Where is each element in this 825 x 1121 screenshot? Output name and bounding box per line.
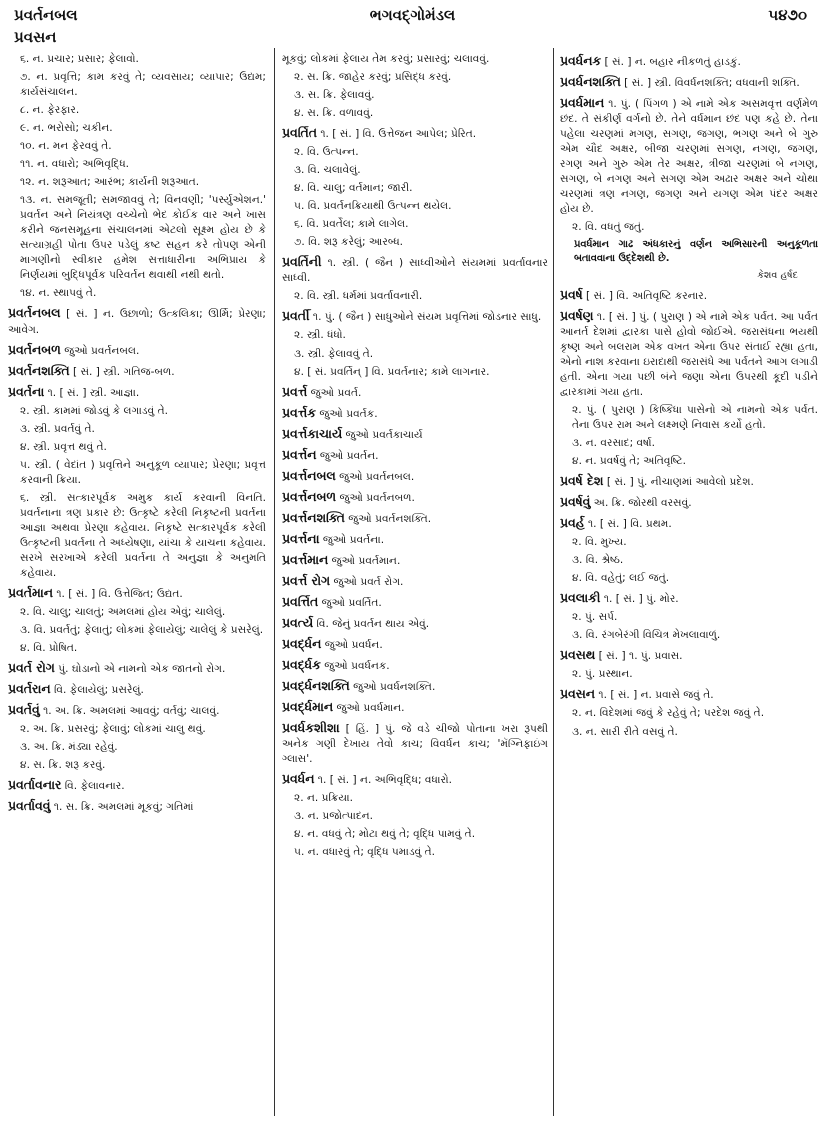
sense-item: ૨. સ્ત્રી. કામમાં જોડવું કે લગાડવું તે. (20, 404, 168, 417)
headword: પ્રવર્ધમાન (560, 95, 605, 111)
sense-item: ૨. વિ. વધતું જતું. (572, 221, 645, 234)
headword: પ્રવર્ધન (282, 771, 315, 787)
headword: પ્રવર્હ (560, 515, 585, 531)
definition-text: વિ. ફેલાવનાર. (61, 780, 125, 793)
page-header (0, 4, 825, 32)
definition-text: ૧. પું. ( જૈન ) સાધુઓને સંયમ પ્રવૃત્તિમાં જોડનાર સાધુ. (309, 311, 542, 324)
sense-item: ૧૧. ન. વધારો; અભિવૃદ્ધિ. (20, 158, 130, 171)
dictionary-entry (560, 286, 818, 304)
definition-text: જુઓ પ્રવર્ત. (307, 386, 362, 399)
headword: પ્રવર્દ્ધક (282, 656, 321, 672)
sense-item: ૨. વિ. સ્ત્રી. ધર્મમાં પ્રવર્તાવનારી. (294, 290, 423, 303)
sense-item: ૨. પું. સર્પ. (572, 611, 618, 624)
headword: પ્રવર્ધનશક્તિ (560, 74, 621, 90)
sense-item: ૪. સ્ત્રી. પ્રવૃત્ત થવું તે. (20, 440, 107, 453)
header-left-guideword: પ્રવર્તનબલ (14, 6, 78, 24)
dictionary-entry (8, 797, 266, 815)
sense-item: ૩. વિ. પ્રવર્તતું; ફેલાતું; લોકમાં ફેલાયેલું; ચાલેલું કે પ્રસરેલું. (20, 624, 264, 637)
sense-item: ૩. સ. ક્રિ. ફેલાવવું. (294, 89, 375, 102)
definition-text: [ સં. ] વિ. અતિવૃષ્ટિ કરનાર. (582, 289, 708, 302)
headword: પ્રવર્તનબલ (8, 305, 61, 321)
dictionary-entry (8, 341, 266, 359)
headword: પ્રવર્તવું (8, 702, 40, 718)
column-2 (282, 52, 548, 1114)
definition-text: [ સં. ] પું. નીચાણમાં આવેલો પ્રદેશ. (603, 476, 754, 489)
header-right-guideword: પ્રવસન (14, 28, 57, 46)
definition-text: જુઓ પ્રવર્તમાન. (328, 554, 401, 567)
headword: પ્રવર્ધનક (560, 53, 602, 68)
sense-item: ૩. ન. પ્રજોત્પાદન. (294, 810, 374, 823)
definition-text: ૧. [ સં. ] ન. પ્રવાસે જવું તે. (595, 689, 714, 702)
sense-item: ૬. વિ. પ્રવર્તેલ; કામે લાગેલ. (294, 218, 409, 231)
headword: પ્રવર્ત્તકાચાર્ય (282, 425, 343, 441)
sense-item: ૪. વિ. ચાલુ; વર્તમાન; જારી. (294, 182, 413, 195)
definition-text: જુઓ પ્રવર્ધન. (321, 638, 383, 651)
sense-item: ૨. વિ. મુખ્ય. (572, 536, 627, 549)
sense-item: ૪. ન. પ્રવર્ષવું તે; અતિવૃષ્ટિ. (572, 455, 686, 468)
definition-text: [ હિં. ] પું. જે વડે ચીજો પોતાના ખરા રૂપથી અનેક ગણી દેખાય તેવો કાચ; વિવર્ધન કાચ; 'મૅગ્નિફાઇંગ ગ્લાસ'. (282, 723, 548, 766)
sense-item: ૫. વિ. પ્રવર્તનક્રિયાથી ઉત્પન્ન થયેલ. (294, 200, 452, 213)
definition-text: જુઓ પ્રવર્તકાચાર્ય (342, 428, 423, 441)
headword: પ્રવર્ષ (560, 286, 583, 302)
sense-item: ૨. પું. પ્રસ્થાન. (572, 668, 633, 681)
sense-item: ૪. ન. વધવું તે; મોટા થવું તે; વૃદ્ધિ પામવું તે. (294, 828, 476, 841)
sense-item: ૩. વિ. રંગબેરંગી વિચિત્ર મેખલાવાળું. (572, 629, 721, 642)
headword: પ્રવર્ત્ત રોગ (282, 572, 331, 588)
sense-item: ૨. વિ. ચાલુ; ચાલતું; અમલમાં હોય એવું; ચાલેલું. (20, 606, 226, 618)
definition-text: જુઓ પ્રવર્તનબલ. (335, 470, 415, 483)
headword: પ્રવર્તિની (282, 254, 322, 270)
dictionary-entry (282, 677, 548, 695)
dictionary-entry (282, 698, 548, 716)
definition-text: ૧. [ સં. ] ન. અભિવૃદ્ધિ; વધારો. (314, 774, 452, 787)
dictionary-entry (560, 589, 818, 607)
dictionary-entry (282, 770, 548, 788)
header-title: ભગવદ્ગોમંડલ (369, 6, 456, 24)
headword: પ્રવર્ત રોગ (8, 660, 55, 676)
definition-text: અ. ક્રિ. જોરથી વરસવું. (590, 497, 692, 510)
definition-text: ૧. [ સં. ] વિ. પ્રથમ. (584, 518, 672, 531)
definition-text: ૧. [ સં. ] પું. મોર. (600, 593, 679, 606)
dictionary-entry (8, 383, 266, 401)
definition-text: જુઓ પ્રવર્ધમાન. (333, 702, 405, 715)
dictionary-entry (282, 425, 548, 443)
sense-item: ૬. ન. પ્રચાર; પ્રસાર; ફેલાવો. (20, 53, 139, 65)
dictionary-entry (282, 467, 548, 485)
definition-text: જુઓ પ્રવર્ધનક. (320, 659, 390, 672)
sense-item: ૨. વિ. ઉત્પન્ન. (294, 146, 359, 159)
definition-text: ૧. સ. ક્રિ. અમલમાં મૂકવું; ગતિમાં (50, 801, 194, 814)
headword: પ્રવર્તનબળ (8, 341, 61, 357)
column-1 (8, 52, 266, 1114)
dictionary-entry (282, 488, 548, 506)
sense-item: ૩. વિ. ચલાવેલું. (294, 164, 361, 177)
headword: પ્રવર્ત્ત (282, 383, 308, 399)
sense-item: ૩. અ. ક્રિ. મંડ્યા રહેવું. (20, 741, 118, 754)
sense-item: ૨. સ. ક્રિ. જાહેર કરવું; પ્રસિદ્ધ કરવું. (294, 71, 452, 84)
definition-text: [ સં. ] સ્ત્રી. ગતિજ-બળ. (69, 365, 175, 378)
headword: પ્રવસન (560, 686, 596, 702)
headword: પ્રવર્ત્તમાન (282, 551, 329, 567)
sense-item: ૪. વિ. વહેતું; લઈ જતું. (572, 572, 670, 585)
sense-item: ૩. વિ. શ્રેષ્ઠ. (572, 554, 624, 567)
dictionary-entry (282, 551, 548, 569)
dictionary-entry (560, 73, 818, 91)
sense-item: ૧૨. ન. શરૂઆત; આરંભ; કાર્યની શરૂઆત. (20, 176, 200, 189)
sense-item: ૩. ન. વરસાદ; વર્ષા. (572, 437, 656, 450)
sense-item: ૮. ન. ફેરફાર. (20, 104, 80, 117)
definition-text: જુઓ પ્રવર્તક. (315, 407, 378, 420)
definition-text: પું. ઘોડાનો એ નામનો એક જાતનો રોગ. (54, 663, 226, 676)
definition-text: વિ. જેનું પ્રવર્તન થાય એવું. (313, 617, 430, 630)
sense-item: ૩. સ્ત્રી. પ્રવર્તવું તે. (20, 422, 95, 435)
headword: પ્રવર્ત્તિત (282, 593, 319, 609)
headword: પ્રવર્ત્ય (282, 614, 314, 630)
definition-text: જુઓ પ્રવર્તિત. (318, 596, 382, 609)
dictionary-entry (8, 304, 266, 337)
definition-text: ૧. [ સં. ] વિ. ઉત્તેજન આપેલ; પ્રેરિત. (317, 128, 477, 141)
continued-text: મૂકવું; લોકમાં ફેલાય તેમ કરવું; પ્રસારવું; ચલાવવું. (282, 53, 490, 65)
definition-text: જુઓ પ્રવર્તનશક્તિ. (344, 512, 432, 525)
headword: પ્રવર્દ્ધન (282, 635, 322, 651)
headword: પ્રવર્ત્તના (282, 530, 320, 546)
sense-item: ૭. વિ. શરૂ કરેલું; આરબ્ધ. (294, 236, 404, 249)
dictionary-entry (560, 307, 818, 400)
dictionary-entry (8, 776, 266, 794)
sense-item: ૨. ન. વિદેશમાં જવું કે રહેવું તે; પરદેશ જવું તે. (572, 707, 765, 720)
headword: પ્રવર્ધકશીશા (282, 720, 340, 736)
dictionary-entry (282, 383, 548, 401)
definition-text: [ સં. ] ૧. પું. પ્રવાસ. (595, 650, 683, 663)
definition-text: ૧. પું. ( પિંગળ ) એ નામે એક અસમવૃત્ત વર્ણમેળ છંદ. તે સંકીર્ણ વર્ગનો છે. તેને વર્ધમાન છંદ પણ કહે છે. તેના પહેલા ચરણમાં મગણ, સગણ, જગણ, ભગણ અને બે ગુરુ એમ ચૌદ અક્ષર, બીજા ચરણમાં સગણ, નગણ, જગણ, રગણ અને ગુરુ એમ તેર અક્ષર, ત્રીજા ચરણમાં બે નગણ, સગણ, બે નગણ અને સગણ એમ અઢાર અક્ષર અને ચોથા ચરણમાં ત્રણ નગણ, જગણ અને યગણ એમ પંદર અક્ષર હોય છે. (560, 98, 818, 216)
definition-text: જુઓ પ્રવર્ત રોગ. (330, 575, 404, 588)
headword: પ્રવર્દ્ધનશક્તિ (282, 678, 350, 693)
dictionary-entry (282, 253, 548, 286)
headword: પ્રવર્તાવવું (8, 798, 51, 814)
headword: પ્રવર્ષવું (560, 494, 591, 510)
headword: પ્રવર્ષણ (560, 307, 594, 323)
definition-text: વિ. ફેલાયેલું; પ્રસરેલું. (50, 684, 144, 697)
dictionary-entry (282, 509, 548, 527)
headword: પ્રવર્ત્તનબળ (282, 488, 337, 504)
sense-item: ૭. ન. પ્રવૃત્તિ; કામ કરવું તે; વ્યવસાય; વ્યાપાર; ઉદ્યમ; કાર્યસંચાલન. (20, 71, 266, 99)
dictionary-entry (282, 404, 548, 422)
definition-text: જુઓ પ્રવર્તનબલ. (60, 344, 140, 357)
quotation: પ્રવર્ધમાન ગાઢ અંધકારનું વર્ણન અભિસારની અનુકૂળતા બતાવવાના ઉદ્દેશથી છે. (574, 239, 818, 265)
column-divider (553, 48, 554, 1116)
column-3 (560, 52, 818, 1114)
definition-text: ૧. અ. ક્રિ. અમલમાં આવવું; વર્તવું; ચાલવું. (39, 705, 220, 718)
definition-text: જુઓ પ્રવર્તના. (319, 533, 385, 546)
sense-item: ૫. સ્ત્રી. ( વેદાંત ) પ્રવૃત્તિને અનુકૂળ વ્યાપાર; પ્રેરણા; પ્રવૃત્ત કરવાની ક્રિયા. (20, 458, 266, 486)
sense-item: ૪. [ સં. પ્રવર્તિન્ ] વિ. પ્રવર્તનાર; કામે લાગનાર. (294, 365, 490, 378)
headword: પ્રવર્તાવનાર (8, 777, 62, 793)
headword: પ્રવર્ષ દેશ (560, 473, 604, 489)
dictionary-entry (282, 656, 548, 674)
definition-text: [ સં. ] ન. બહાર નીકળતું હાડકું. (601, 56, 741, 68)
headword: પ્રવર્ત્તન (282, 446, 317, 462)
headword: પ્રવર્તનશક્તિ (8, 362, 70, 378)
dictionary-entry (560, 514, 818, 532)
definition-text: જુઓ પ્રવર્તન. (316, 449, 379, 462)
sense-item: ૬. સ્ત્રી. સત્કારપૂર્વક અમુક કાર્ય કરવાની વિનતિ. પ્રવર્તનાના ત્રણ પ્રકાર છે: ઉત્કૃષ્ટે કરેલી નિકૃષ્ટની પ્રવર્તના આજ્ઞા અથવા પ્રેરણા કહેવાય. નિકૃષ્ટે સત્કારપૂર્વક કરેલી ઉત્કૃષ્ટની પ્રવર્તના તે અધ્યેષણા, યાંચા કે યાચના કહેવાય. સરખે સરખાએ કરેલી પ્રવર્તના તે અનુજ્ઞા કે અનુમતિ કહેવાય. (20, 491, 266, 579)
sense-item: ૩. ન. સારી રીતે વસવું તે. (572, 725, 678, 738)
headword: પ્રવર્તી (282, 308, 310, 324)
dictionary-entry (560, 493, 818, 511)
headword: પ્રવલાકી (560, 590, 601, 606)
sense-item: ૧૩. ન. સમજૂતી; સમજાવવું તે; વિનવણી; 'પર્સ્યુએશન.' પ્રવર્તન અને નિયંત્રણ વચ્ચેનો ભેદ કોઈક વાર અને ખાસ કરીને જનસમૂહના સંચાલનમાં એટલો સૂક્ષ્મ હોય છે કે સત્યાગ્રહી પોતા ઉપર પડેલું કષ્ટ સહન કરે તોપણ એની માગણીનો સ્વીકાર હમેશ સત્તાધારીના અભિપ્રાય કે નિર્ણયમાં બુદ્ધિપૂર્વક પરિવર્તન થવાથી નથી થતો. (20, 194, 266, 282)
definition-text: જુઓ પ્રવર્ધનશક્તિ. (349, 681, 436, 693)
headword: પ્રવર્ત્તનશક્તિ (282, 509, 345, 525)
dictionary-entry (8, 584, 266, 602)
definition-text: [ સં. ] ન. ઉછાળો; ઉત્કલિકા; ઊર્મિ; પ્રેરણા; આવેગ. (8, 308, 266, 336)
definition-text: ૧. [ સં. ] વિ. ઉત્તેજિત; ઉદ્યત. (53, 587, 183, 600)
sense-item: ૨. સ્ત્રી. ધંધો. (294, 329, 346, 342)
headword: પ્રવર્ત્તક (282, 404, 316, 420)
sense-item: ૯. ન. ભરોસો; ચકીન. (20, 122, 113, 135)
dictionary-entry (282, 572, 548, 590)
dictionary-entry (560, 685, 818, 703)
definition-text: ૧. [ સં. ] સ્ત્રી. આજ્ઞા. (44, 386, 140, 399)
sense-item: ૨. પું. ( પુરાણ ) કિષ્કિંધા પાસેનો એ નામનો એક પર્વત. તેના ઉપર રામ અને લક્ષ્મણે નિવાસ કર્યો હતો. (572, 403, 818, 432)
headword: પ્રવર્દ્ધમાન (282, 699, 334, 715)
sense-item: ૪. સ. ક્રિ. વળાવવું. (294, 107, 374, 120)
dictionary-entry (282, 593, 548, 611)
dictionary-entry (560, 472, 818, 490)
definition-text: જુઓ પ્રવર્તનબળ. (336, 491, 415, 504)
headword: પ્રવર્તિત (282, 125, 317, 141)
sense-item: ૫. ન. વધારવું તે; વૃદ્ધિ પમાડવું તે. (294, 846, 436, 859)
sense-item: ૪. વિ. પ્રોષિત. (20, 642, 78, 655)
headword: પ્રવર્તમાન (8, 584, 53, 600)
headword: પ્રવર્તના (8, 383, 45, 399)
quotation-source: કેશવ હર્ષદ (757, 270, 798, 282)
sense-item: ૩. સ્ત્રી. ફેલાવવું તે. (294, 347, 374, 360)
page-number: ૫૪૭૦ (768, 6, 807, 24)
definition-text: [ સં. ] સ્ત્રી. વિવર્ધનશક્તિ; વધવાની શક્તિ. (620, 77, 800, 90)
sense-item: ૨. ન. પ્રક્રિયા. (294, 792, 353, 805)
definition-text: ૧. [ સં. ] પું. ( પુરાણ ) એ નામે એક પર્વત. આ પર્વત આનર્ત દેશમાં દ્વારકા પાસે હોવો જોઈએ. જરાસંધના ભયથી કૃષ્ણ અને બલરામ એક વખત એના ઉપર સંતાઈ રહ્યા હતા, એનો નાશ કરવાના ઇરાદાથી જરાસંધે આ પર્વતને આગ લગાડી હતી. એના ગયા પછી બંને જણા એના ઉપરથી કૂદી પડીને દ્વારકામાં ગયા હતા. (560, 310, 818, 398)
headword: પ્રવર્ત્તનબલ (282, 467, 336, 483)
sense-item: ૧૪. ન. સ્થાપવું તે. (20, 287, 97, 300)
sense-item: ૨. અ. ક્રિ. પ્રસરવું; ફેલાવું; લોકમાં ચાલુ થવું. (20, 723, 206, 736)
headword: પ્રવર્તરાન (8, 681, 51, 697)
dictionary-entry (282, 635, 548, 653)
dictionary-entry (282, 307, 548, 325)
definition-text: ૧. સ્ત્રી. ( જૈન ) સાધ્વીઓને સંયમમાં પ્રવર્તાવનાર સાધ્વી. (282, 257, 548, 285)
dictionary-entry (282, 719, 548, 767)
dictionary-entry (560, 646, 818, 664)
dictionary-entry (8, 701, 266, 719)
dictionary-entry (560, 94, 818, 217)
sense-item: ૧૦. ન. મન ફેરવવું તે. (20, 140, 112, 153)
dictionary-entry (8, 659, 266, 677)
dictionary-entry (8, 680, 266, 698)
headword: પ્રવસથ (560, 647, 596, 663)
dictionary-entry (282, 530, 548, 548)
dictionary-entry (282, 124, 548, 142)
dictionary-entry (560, 52, 818, 70)
dictionary-entry (282, 614, 548, 632)
dictionary-entry (8, 362, 266, 380)
column-divider (274, 48, 275, 1116)
dictionary-entry (282, 446, 548, 464)
sense-item: ૪. સ. ક્રિ. શરૂ કરવું. (20, 759, 106, 772)
